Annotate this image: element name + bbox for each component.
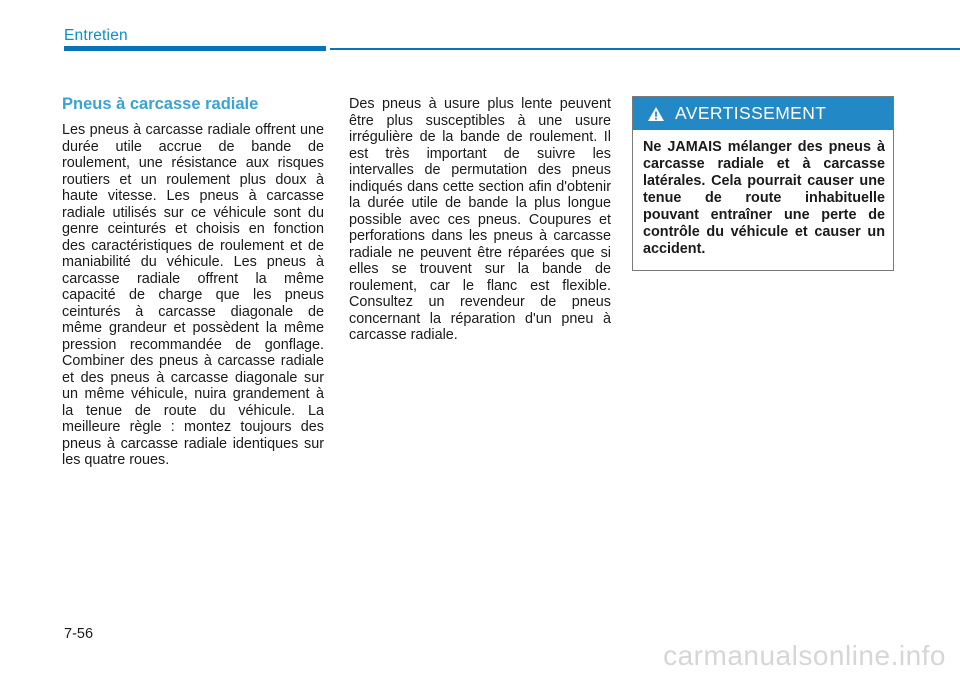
middle-column-body: Des pneus à usure plus lente peuvent être plus susceptibles à une usure irrégulière de la bande de roulement. Il est très important de suivre les intervalles de permutation des pneus indiqués dans cette section afin d'obtenir la durée utile de bande la plus longue possible avec ces pneus. Coupures et perforations dans les pneus à carcasse radiale ne peuvent être réparées que si elles se trouvent sur la bande de roulement, car le flanc est flexible. Consultez un revendeur de pneus concernant la réparation d'un pneu à carcasse radiale. <box>349 96 611 343</box>
section-heading: Pneus à carcasse radiale <box>62 95 259 113</box>
watermark: carmanualsonline.info <box>663 640 946 671</box>
left-column <box>62 94 324 469</box>
header-rule-thin <box>330 48 960 50</box>
warning-triangle-icon <box>647 106 665 122</box>
warning-box <box>632 96 894 271</box>
warning-body: Ne JAMAIS mélanger des pneus à carcasse radiale et à carcasse latérales. Cela pourrait causer une tenue de route inhabituelle pouvant entraîner une perte de contrôle du véhicule et causer un accident. <box>643 139 885 257</box>
left-column-body: Les pneus à carcasse radiale offrent une durée utile accrue de bande de roulement, une résistance aux risques routiers et un roulement plus doux à haute vitesse. Les pneus à carcasse radiale utilisés sur ce véhicule sont du genre ceinturés et choisis en fonction des caractéristiques de roulement et de maniabilité du véhicule. Les pneus à carcasse radiale offrent la même capacité de charge que les pneus ceinturés à carcasse diagonale de même grandeur et possèdent la même pression recommandée de gonflage. Combiner des pneus à carcasse radiale et des pneus à carcasse diagonale sur un même véhicule, nuira grandement à la tenue de route du véhicule. La meilleure règle : montez toujours des pneus à carcasse radiale identiques sur les quatre roues. <box>62 122 324 468</box>
section-title-header: Entretien <box>64 27 128 44</box>
page-number: 7-56 <box>64 626 94 642</box>
warning-header <box>633 97 893 130</box>
warning-title: AVERTISSEMENT <box>675 103 827 123</box>
middle-column <box>349 96 611 344</box>
header-rule-thick <box>64 46 326 51</box>
